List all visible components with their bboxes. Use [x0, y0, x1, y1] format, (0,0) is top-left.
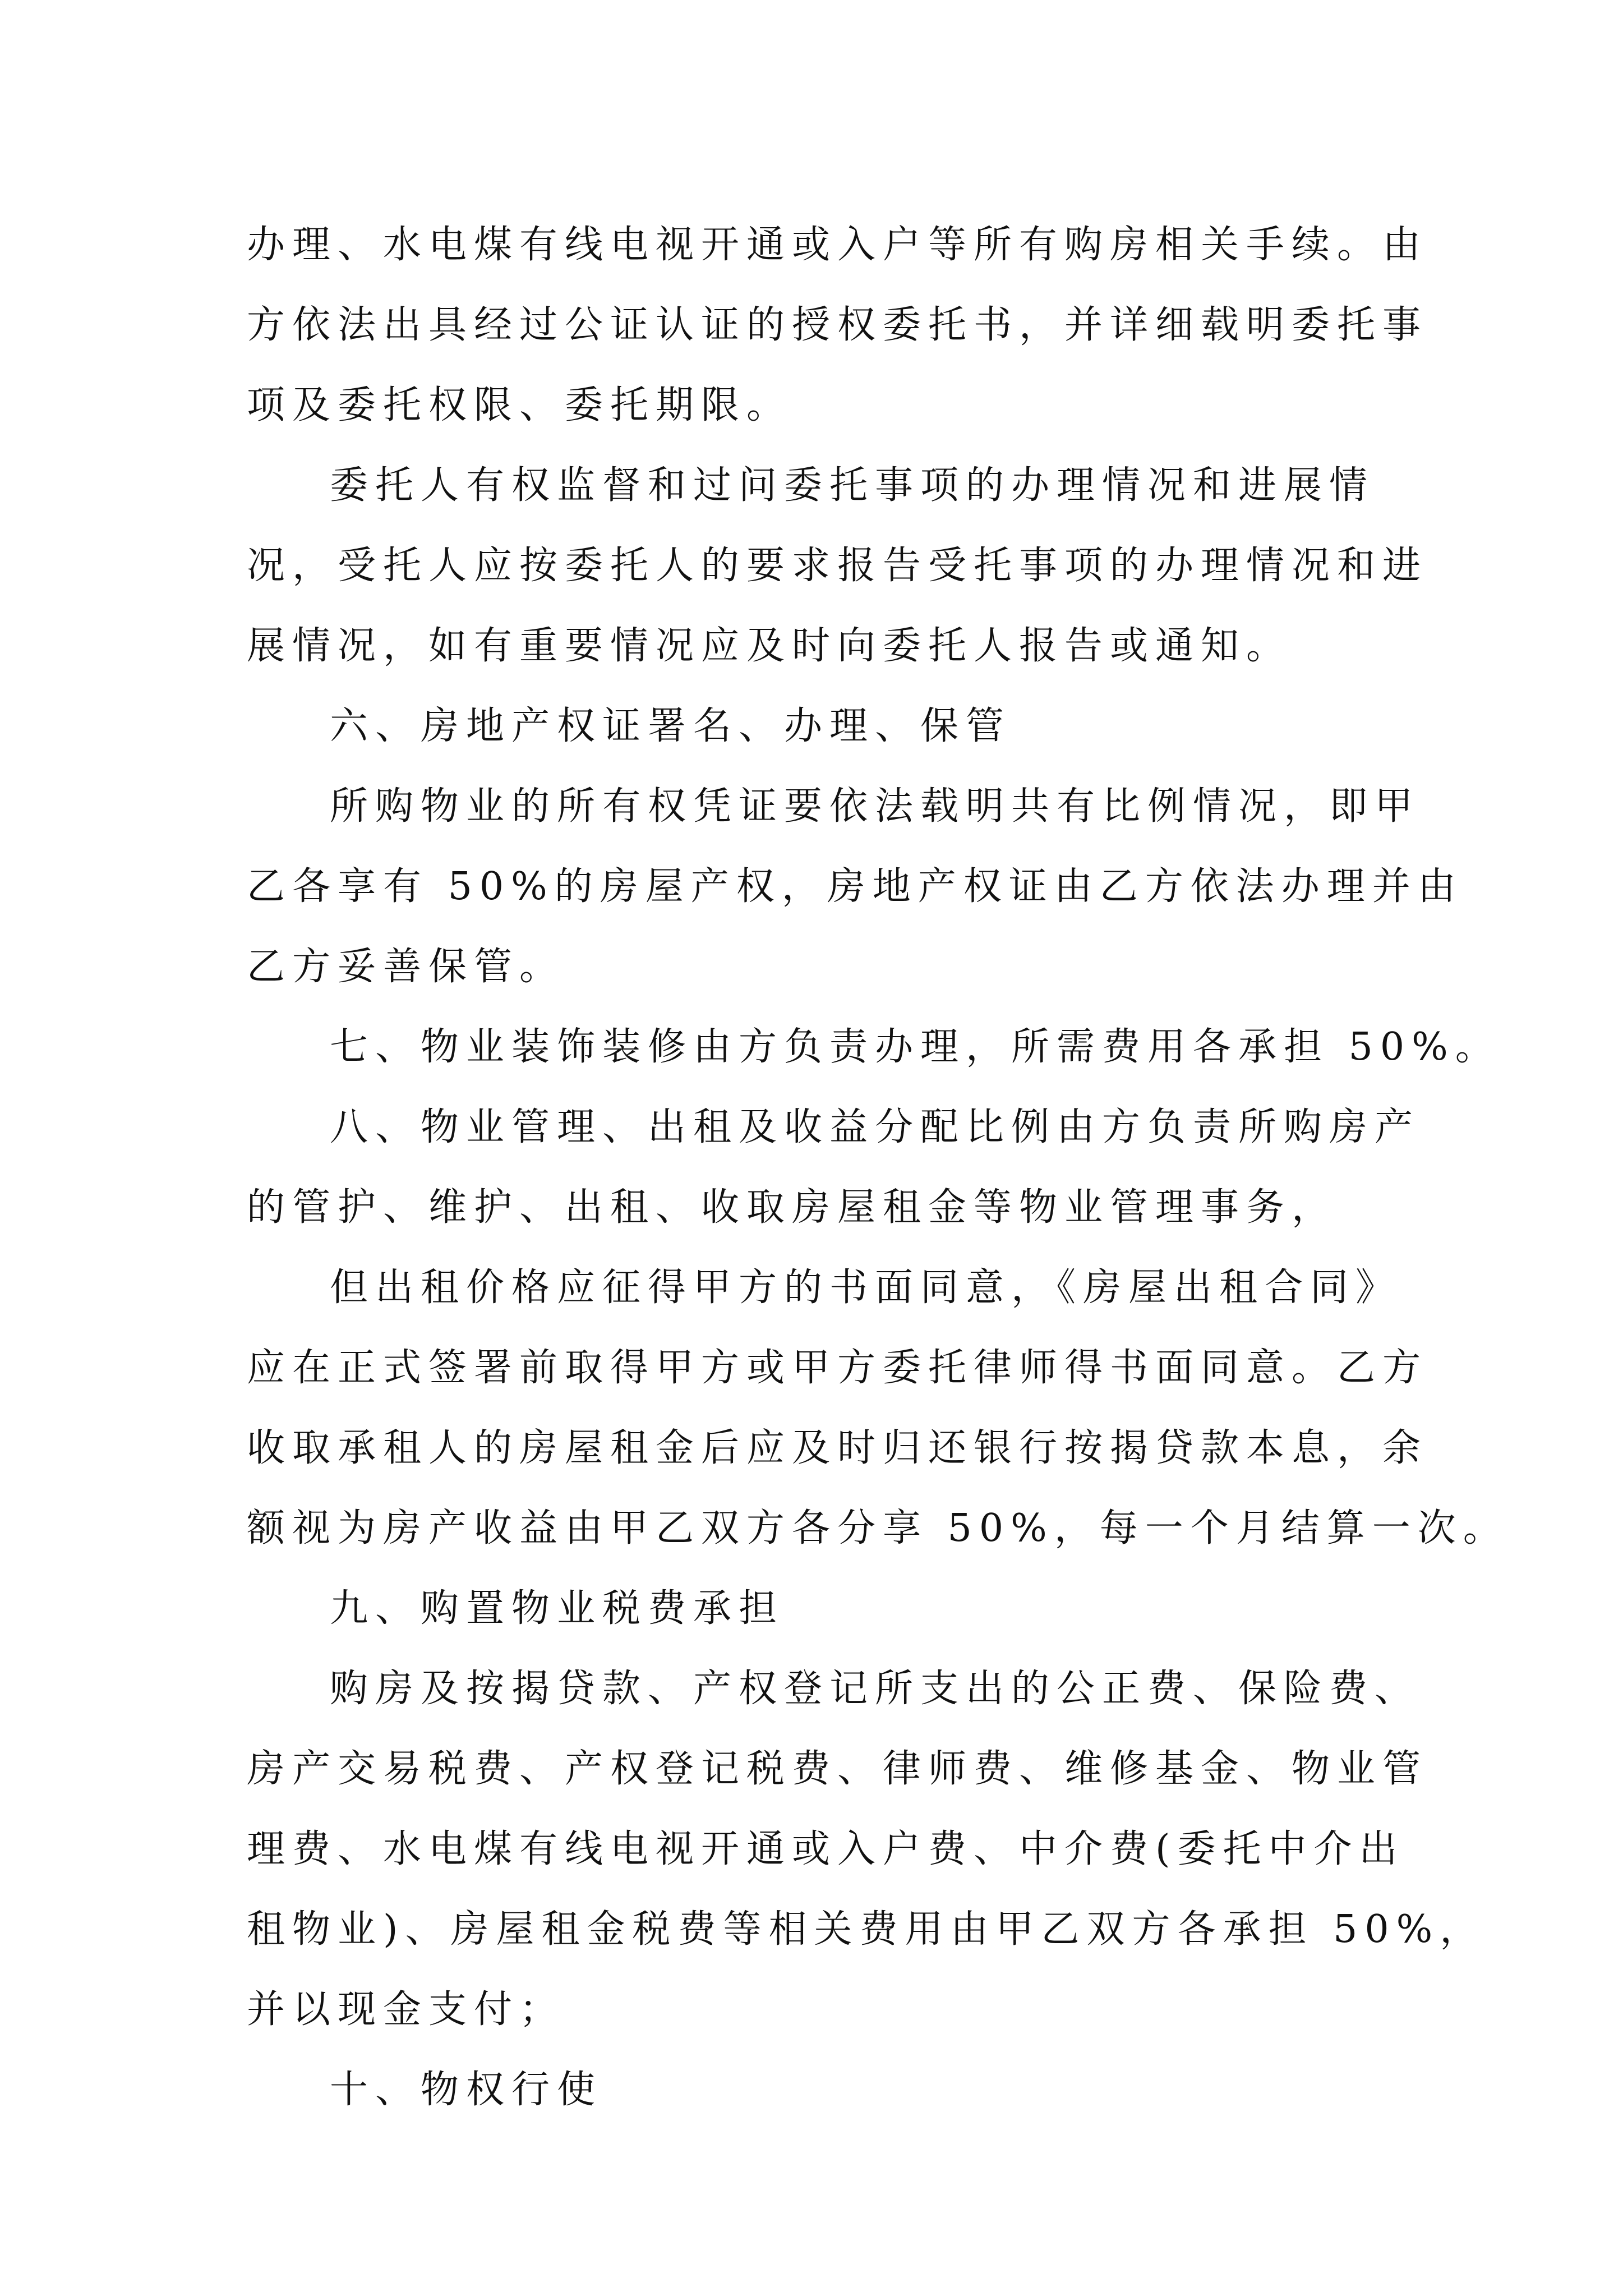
- section-heading: 八、物业管理、出租及收益分配比例由方负责所购房产: [330, 1105, 1421, 1149]
- section-heading-10: [247, 2050, 1380, 2130]
- text-line: 乙各享有 50%的房屋产权，房地产权证由乙方依法办理并由: [247, 864, 1463, 909]
- section-heading-9: [247, 1568, 1380, 1649]
- section-heading: 七、物业装饰装修由方负责办理，所需费用各承担 50%。: [330, 1025, 1501, 1069]
- paragraph-rental-terms: [247, 1248, 1509, 1568]
- text-line: 购房及按揭贷款、产权登记所支出的公正费、保险费、: [330, 1667, 1421, 1711]
- section-8-management: [247, 1087, 1421, 1248]
- paragraph-ownership-certificate: [247, 766, 1463, 1007]
- text-line: 应在正式签署前取得甲方或甲方委托律师得书面同意。乙方: [247, 1346, 1428, 1390]
- section-heading-6: [247, 686, 1380, 766]
- text-line: 乙方妥善保管。: [247, 945, 565, 989]
- text-line: 况，受托人应按委托人的要求报告受托事项的办理情况和进: [247, 544, 1428, 588]
- text-line: 委托人有权监督和过问委托事项的办理情况和进展情: [330, 463, 1375, 508]
- section-heading: 六、房地产权证署名、办理、保管: [330, 704, 1012, 748]
- text-line: 展情况，如有重要情况应及时向委托人报告或通知。: [247, 624, 1292, 668]
- text-line: 方依法出具经过公证认证的授权委托书，并详细载明委托事: [247, 303, 1428, 347]
- text-line: 办理、水电煤有线电视开通或入户等所有购房相关手续。由: [247, 223, 1428, 267]
- text-line: 项及委托权限、委托期限。: [247, 383, 792, 427]
- paragraph-delegation-continued: [247, 205, 1428, 445]
- text-line: 但出租价格应征得甲方的书面同意，《房屋出租合同》: [330, 1266, 1401, 1310]
- section-7-decoration: [247, 1007, 1501, 1087]
- document-body: [247, 205, 1509, 2130]
- text-line: 所购物业的所有权凭证要依法载明共有比例情况，即甲: [330, 784, 1421, 829]
- text-line: 额视为房产收益由甲乙双方各分享 50%，每一个月结算一次。: [247, 1506, 1509, 1550]
- text-line: 收取承租人的房屋租金后应及时归还银行按揭贷款本息，余: [247, 1426, 1428, 1470]
- text-line: 并以现金支付；: [247, 1987, 565, 2032]
- paragraph-taxes-fees: [247, 1649, 1486, 2050]
- text-line: 理费、水电煤有线电视开通或入户费、中介费(委托中介出: [247, 1827, 1405, 1871]
- text-line: 房产交易税费、产权登记税费、律师费、维修基金、物业管: [247, 1747, 1428, 1791]
- text-line: 的管护、维护、出租、收取房屋租金等物业管理事务，: [247, 1185, 1338, 1230]
- paragraph-supervision-rights: [247, 445, 1428, 686]
- text-line: 租物业)、房屋租金税费等相关费用由甲乙双方各承担 50%，: [247, 1907, 1486, 1952]
- section-heading: 九、购置物业税费承担: [330, 1586, 785, 1631]
- section-heading: 十、物权行使: [330, 2068, 603, 2112]
